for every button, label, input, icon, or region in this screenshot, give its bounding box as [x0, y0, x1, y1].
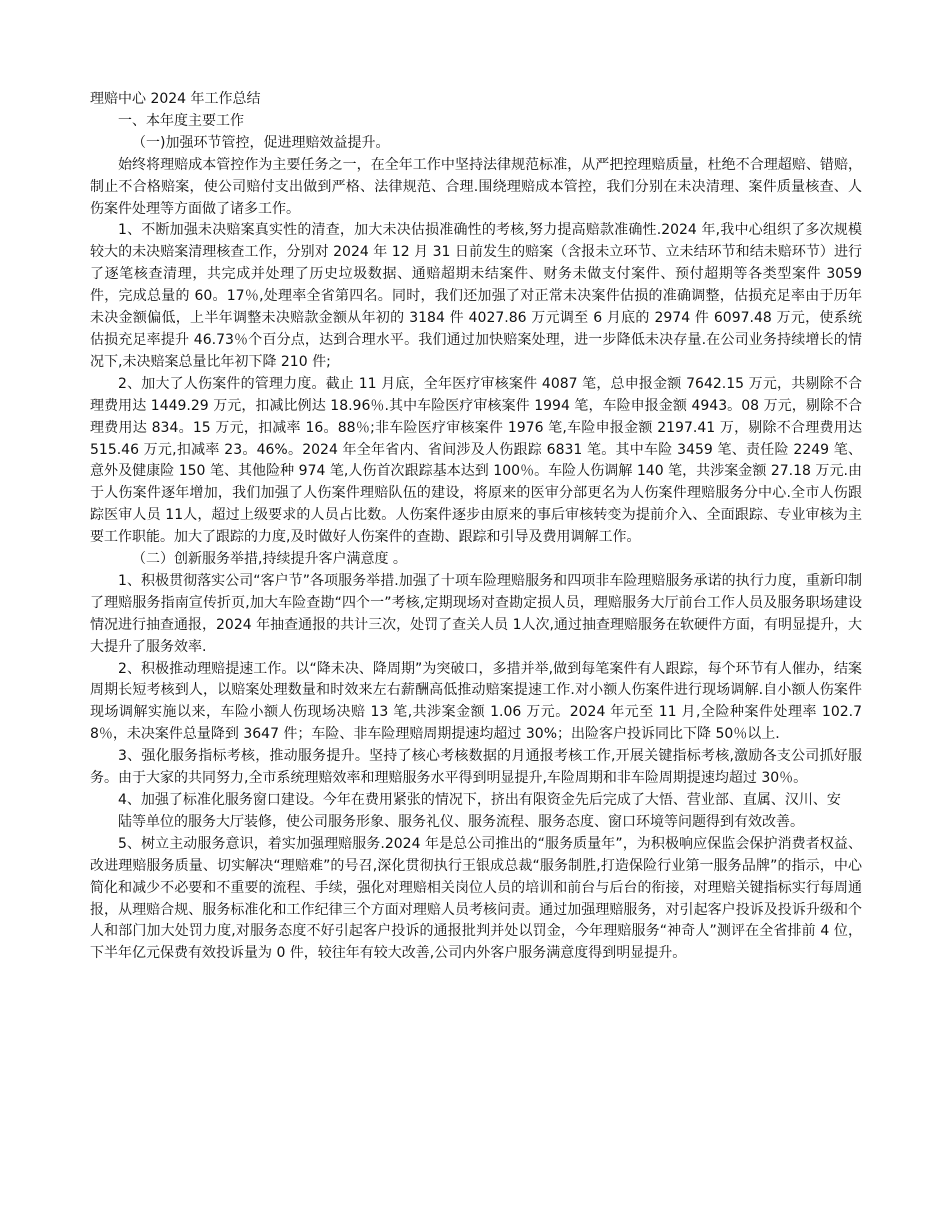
- document-body: [90, 111, 862, 965]
- paragraph: 1、不断加强未决赔案真实性的清查，加大未决估损准确性的考核,努力提高赔款准确性.2024 年,我中心组织了多次规模较大的未决赔案清理核查工作，分别对 2024 年 12 月 31 日前发生的赔案（含报未立环节、立未结环节和结未赔环节）进行了逐笔核查清理，共完成并处理了历史垃圾数据、通赔超期未结案件、财务未做支付案件、预付超期等各类型案件 3059 件，完成总量的 60。17％,处理率全省第四名。同时，我们还加强了对正常未决案件估损的准确调整，估损充足率由于历年未决金额偏低，上半年调整未决赔款金额从年初的 3184 件 4027.86 万元调至 6 月底的 2974 件 6097.48 万元，使系统估损充足率提升 46.73％个百分点，达到合理水平。我们通过加快赔案处理，进一步降低未决存量.在公司业务持续增长的情况下,未决赔案总量比年初下降 210 件;: [90, 222, 862, 370]
- paragraph: 一、本年度主要工作: [118, 112, 244, 129]
- paragraph: 1、积极贯彻落实公司“客户节”各项服务举措.加强了十项车险理赔服务和四项非车险理赔服务承诺的执行力度，重新印制了理赔服务指南宣传折页,加大车险查勘“四个一”考核,定期现场对查勘定损人员，理赔服务大厅前台工作人员及服务职场建设情况进行抽查通报，2024 年抽查通报的共计三次，处罚了查关人员 1人次,通过抽查理赔服务在软硬件方面，有明显提升，大大提升了服务效率.: [90, 572, 862, 655]
- paragraph: 始终将理赔成本管控作为主要任务之一，在全年工作中坚持法律规范标准，从严把控理赔质量，杜绝不合理超赔、错赔，制止不合格赔案，使公司赔付支出做到严格、法律规范、合理.围绕理赔成本管控，我们分别在未决清理、案件质量核查、人伤案件处理等方面做了诸多工作。: [90, 156, 862, 217]
- paragraph: （二）创新服务举措,持续提升客户满意度 。: [132, 551, 407, 568]
- paragraph: 4、加强了标准化服务窗口建设。今年在费用紧张的情况下，挤出有限资金先后完成了大悟、营业部、直属、汉川、安: [118, 792, 841, 808]
- paragraph: 5、树立主动服务意识，着实加强理赔服务.2024 年是总公司推出的“服务质量年”，为积极响应保监会保护消费者权益、改进理赔服务质量、切实解决“理赔难”的号召,深化贯彻执行王银成总裁“服务制胜,打造保险行业第一服务品牌”的指示，中心简化和减少不必要和不重要的流程、手续，强化对理赔相关岗位人员的培训和前台与后台的衔接，对理赔关键指标实行每周通报，从理赔合规、服务标准化和工作纪律三个方面对理赔人员考核问责。通过加强理赔服务，对引起客户投诉及投诉升级和个人和部门加大处罚力度,对服务态度不好引起客户投诉的通报批判并处以罚金，今年理赔服务“神奇人”测评在全省排前 4 位，下半年亿元保费有效投诉量为 0 件，较往年有较大改善,公司内外客户服务满意度得到明显提升。: [90, 835, 862, 962]
- document-title: 理赔中心 2024 年工作总结: [90, 91, 261, 107]
- paragraph: 2、加大了人伤案件的管理力度。截止 11 月底，全年医疗审核案件 4087 笔，总申报金额 7642.15 万元，共剔除不合理费用达 1449.29 万元，扣减比例达 18.96％.其中车险医疗审核案件 1994 笔，车险申报金额 4943。08 万元，剔除不合理费用达 834。15 万元，扣减率 16。88％;非车险医疗审核案件 1976 笔,车险申报金额 2197.41 万，剔除不合理费用达 515.46 万元,扣减率 23。46%。2024 年全年省内、省间涉及人伤跟踪 6831 笔。其中车险 3459 笔、责任险 2249 笔、意外及健康险 150 笔、其他险种 974 笔,人伤首次跟踪基本达到 100％。车险人伤调解 140 笔，共涉案金额 27.18 万元.由于人伤案件逐年增加，我们加强了人伤案件理赔队伍的建设，将原来的医审分部更名为人伤案件理赔服务分中心.全市人伤跟踪医审人员 11人，超过上级要求的人员占比数。人伤案件逐步由原来的事后审核转变为提前介入、全面跟踪、专业审核为主要工作职能。加大了跟踪的力度,及时做好人伤案件的查勘、跟踪和引导及费用调解工作。: [90, 375, 862, 546]
- paragraph: 2、积极推动理赔提速工作。以“降未决、降周期”为突破口，多措并举,做到每笔案件有人跟踪，每个环节有人催办，结案周期长短考核到人，以赔案处理数量和时效来左右薪酬高低推动赔案提速工作.对小额人伤案件进行现场调解.自小额人伤案件现场调解实施以来，车险小额人伤现场决赔 13 笔,共涉案金额 1.06 万元。2024 年元至 11 月,全险种案件处理率 102.78％，未决案件总量降到 3647 件；车险、非车险理赔周期提速均超过 30%；出险客户投诉同比下降 50％以上.: [90, 660, 862, 743]
- document-page: [90, 89, 862, 965]
- paragraph: 3、强化服务指标考核，推动服务提升。坚持了核心考核数据的月通报考核工作,开展关键指标考核,激励各支公司抓好服务。由于大家的共同努力,全市系统理赔效率和理赔服务水平得到明显提升,车险周期和非车险周期提速均超过 30％。: [90, 748, 862, 787]
- paragraph: 陆等单位的服务大厅装修，使公司服务形象、服务礼仪、服务流程、服务态度、窗口环境等问题得到有效改善。: [118, 813, 804, 830]
- paragraph: （一)加强环节管控，促进理赔效益提升。: [132, 134, 390, 151]
